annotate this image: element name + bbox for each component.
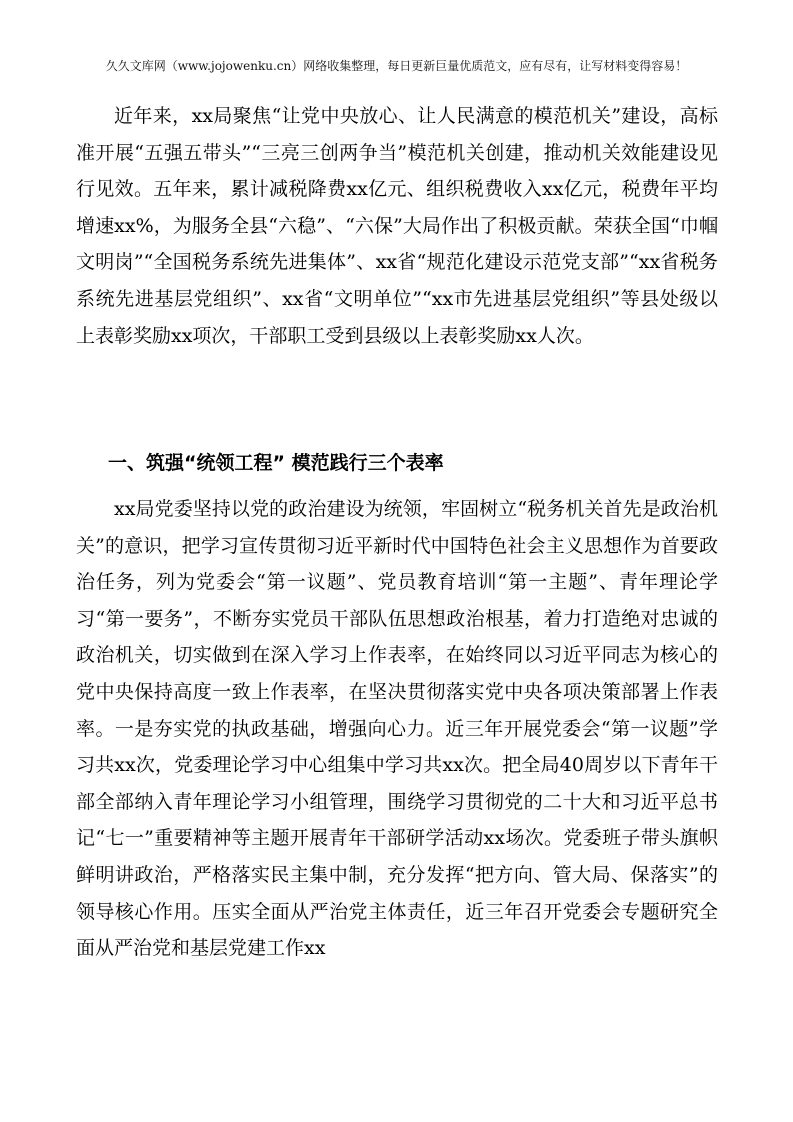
section-heading: 一、筑强“统领工程” 模范践行三个表率 (108, 452, 444, 474)
intro-paragraph: 近年来，xx局聚焦“让党中央放心、让人民满意的模范机关”建设，高标准开展“五强五带头”“三亮三创两争当”模范机关创建，推动机关效能建设见行见效。五年来，累计减税降费xx亿元、组织税费收入xx亿元，税费年平均增速xx%，为服务全县“六稳”、“六保”大局作出了积极贡献。荣获全国“巾帼文明岗”“全国税务系统先进集体”、xx省“规范化建设示范党支部”“xx省税务系统先进基层党组织”、xx省“文明单位”“xx市先进基层党组织”等县处级以上表彰奖励xx项次，干部职工受到县级以上表彰奖励xx人次。 (76, 105, 718, 347)
section-body-paragraph: xx局党委坚持以党的政治建设为统领，牢固树立“税务机关首先是政治机关”的意识，把学习宣传贯彻习近平新时代中国特色社会主义思想作为首要政治任务，列为党委会“第一议题”、党员教育培训“第一主题”、青年理论学习“第一要务”，不断夯实党员干部队伍思想政治根基，着力打造绝对忠诚的政治机关，切实做到在深入学习上作表率，在始终同以习近平同志为核心的党中央保持高度一致上作表率，在坚决贯彻落实党中央各项决策部署上作表率。一是夯实党的执政基础，增强向心力。近三年开展党委会“第一议题”学习共xx次，党委理论学习中心组集中学习共xx次。把全局40周岁以下青年干部全部纳入青年理论学习小组管理，围绕学习贯彻党的二十大和习近平总书记“七一”重要精神等主题开展青年干部研学活动xx场次。党委班子带头旗帜鲜明讲政治，严格落实民主集中制，充分发挥“把方向、管大局、保落实”的领导核心作用。压实全面从严治党主体责任，近三年召开党委会专题研究全面从严治党和基层党建工作xx (76, 498, 718, 960)
page-header: 久久文库网（www.jojowenku.cn）网络收集整理，每日更新巨量优质范文，应有尽有，让写材料变得容易！ (105, 59, 688, 73)
